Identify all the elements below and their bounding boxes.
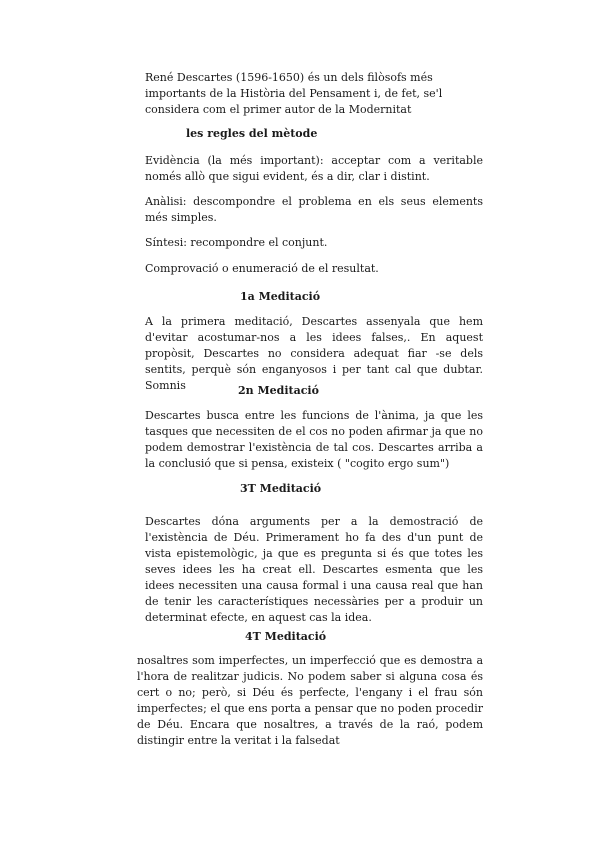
rule-verification: Comprovació o enumeració de el resultat.	[145, 262, 379, 275]
meditation-4-text: nosaltres som imperfectes, un imperfecció que es demostra a l'hora de realitzar judicis. No podem saber si alguna cosa és cert o no; però, si Déu és perfecte, l'engany i el frau són imperfectes; el que ens porta a pensar que no poden procedir de Déu. Encara que nosaltres, a través de la raó, podem distingir entre la veritat i la falsedat	[137, 654, 483, 747]
meditation-1-text: A la primera meditació, Descartes assenyala que hem d'evitar acostumar-nos a les idees falses,. En aquest propòsit, Descartes no considera adequat fiar -se dels sentits, perquè són enganyosos i per tant cal que dubtar. Somnis	[145, 315, 483, 392]
meditation-3-title: 3T Meditació	[240, 482, 322, 495]
rule-analysis: Anàlisi: descompondre el problema en els seus elements més simples.	[145, 195, 483, 224]
meditation-3-text: Descartes dóna arguments per a la demostració de l'existència de Déu. Primerament ho fa des d'un punt de vista epistemològic, ja que es pregunta si és que totes les seves idees les ha creat ell. Descartes esmenta que les idees necessiten una causa formal i una causa real que han de tenir les característiques necessàries per a produir un determinat efecte, en aquest cas la idea.	[145, 515, 483, 624]
rules-heading: les regles del mètode	[186, 127, 318, 140]
meditation-1-title: 1a Meditació	[240, 290, 321, 303]
intro-paragraph: René Descartes (1596-1650) és un dels filòsofs més importants de la Història del Pensament i, de fet, se'l considera com el primer autor de la Modernitat	[145, 71, 443, 116]
rule-synthesis: Síntesi: recompondre el conjunt.	[145, 236, 328, 249]
meditation-2-title: 2n Meditació	[238, 384, 319, 397]
meditation-4-title: 4T Meditació	[245, 630, 327, 643]
rule-evidence: Evidència (la més important): acceptar com a veritable només allò que sigui evident, és a dir, clar i distint.	[145, 154, 483, 183]
meditation-2-text: Descartes busca entre les funcions de l'ànima, ja que les tasques que necessiten de el cos no poden afirmar ja que no podem demostrar l'existència de tal cos. Descartes arriba a la conclusió que si pensa, existeix ( "cogito ergo sum")	[145, 409, 483, 470]
